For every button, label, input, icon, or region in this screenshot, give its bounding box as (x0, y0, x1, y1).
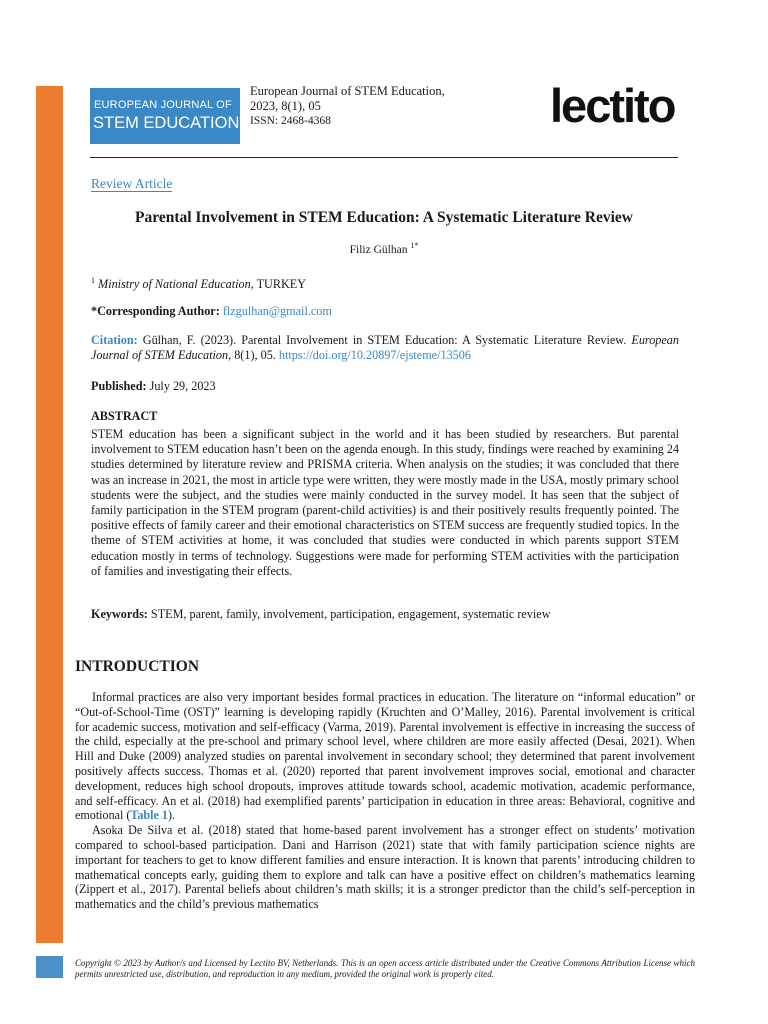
corresponding-label: *Corresponding Author: (91, 304, 220, 318)
publisher-logo: lectito (550, 79, 675, 132)
published-label: Published: (91, 379, 147, 393)
citation (91, 333, 679, 363)
corresponding-email-link[interactable]: flzgulhan@gmail.com (222, 304, 332, 318)
citation-doi-link[interactable]: https://doi.org/10.20897/ejsteme/13506 (278, 348, 471, 362)
citation-rest: , 8(1), 05. (228, 348, 276, 362)
article-type[interactable] (91, 176, 172, 192)
introduction-heading: INTRODUCTION (75, 658, 200, 675)
intro-paragraph-1-text: Informal practices are also very important besides formal practices in education. The literature on “informal education” or “Out-of-School-Time (OST)” learning is developing rapidly (Kruchten and O’Malley, 2016). Parental involvement is critical for academic success, motivation and self-efficacy (Varma, 2019). Parental involvement is effective in increasing the success of the child, especially at the pre-school and primary school level, where children are more easily affected (Desai, 2021). When Hill and Duke (2009) analyzed studies on parental involvement in secondary school; they determined that parent involvement positively affects success. Thomas et al. (2020) reported that parent involvement improves social, emotional and character development, reduces high school dropouts, improves attitude towards school, academic motivation, academic performance, and self-efficacy. An et al. (2018) had exemplified parents’ participation in education in three areas: Behavioral, cognitive and emotional ( (75, 690, 695, 823)
logo-line-2: STEM EDUCATION (93, 114, 240, 132)
published-date (91, 379, 679, 394)
header-divider (90, 157, 678, 158)
intro-paragraph-1 (75, 690, 695, 823)
citation-journal: European Journal of STEM Education (91, 333, 679, 362)
corresponding-author (91, 304, 679, 319)
intro-paragraph-1-end: ). (167, 808, 176, 823)
journal-name: European Journal of STEM Education, (250, 84, 445, 98)
journal-issn: ISSN: 2468-4368 (250, 115, 331, 127)
affiliation-superscript: 1 (91, 276, 95, 285)
affiliation (91, 273, 679, 292)
affiliation-country: , TURKEY (250, 277, 307, 292)
author-superscript: 1* (410, 241, 419, 250)
table-1-link[interactable]: Table 1 (130, 808, 168, 823)
citation-text: Gülhan, F. (2023). Parental Involvement in STEM Education: A Systematic Literature Review. (137, 333, 627, 347)
journal-volume: 2023, 8(1), 05 (250, 99, 321, 113)
abstract-heading: ABSTRACT (91, 409, 158, 423)
affiliation-institution: Ministry of National Education (98, 277, 251, 292)
journal-logo (90, 88, 240, 144)
author-name: Filiz Gülhan (349, 243, 408, 256)
article-title: Parental Involvement in STEM Education: A Systematic Literature Review (135, 209, 633, 226)
sidebar-accent-bar (36, 86, 63, 943)
published-value: July 29, 2023 (149, 379, 216, 393)
logo-line-1: EUROPEAN JOURNAL OF (94, 99, 232, 111)
article-type-label[interactable]: Review Article (91, 176, 173, 191)
author-line (90, 241, 678, 256)
citation-label: Citation: (91, 333, 138, 347)
copyright-notice: Copyright © 2023 by Author/s and Licensed by Lectito BV, Netherlands. This is an open access article distributed under the Creative Commons Attribution License which permits unrestricted use, distribution, and reproduction in any medium, provided the original work is properly cited. (75, 958, 695, 979)
journal-info (250, 84, 445, 129)
keywords (91, 607, 679, 622)
introduction-body (75, 690, 695, 912)
keywords-list: STEM, parent, family, involvement, participation, engagement, systematic review (150, 607, 551, 621)
intro-paragraph-2: Asoka De Silva et al. (2018) stated that home-based parent involvement has a stronger effect on students’ motivation compared to school-based participation. Dani and Harrison (2021) state that with family participation science nights are important for teachers to get to know different families and ensure interaction. It is known that parents’ introducing children to mathematical concepts early, guiding them to explore and talk can have a positive effect on children’s mathematics learning (Zippert et al., 2017). Parental beliefs about children’s math skills; it is a stronger predictor than the child’s self-perception in mathematics and the child’s previous mathematics (75, 823, 695, 912)
footer-accent-square (36, 956, 63, 978)
abstract-body: STEM education has been a significant subject in the world and it has been studied by researchers. But parental involvement to STEM education hasn’t been on the agenda enough. In this study, findings were reached by examining 24 studies determined by literature review and PRISMA criteria. When analysis on the studies; it was concluded that there was an increase in 2021, the most in article type were written, they were mostly made in the USA, mostly primary school students were the subject, and the studies were mainly conducted in the survey model. It has seen that the subject of family participation in the STEM program (parent-child activities) is and their positively results frequently pointed. The positive effects of family career and their emotional characteristics on STEM success are frequently studied topics. In the theme of STEM activities at home, it was concluded that studies were conducted in which parents support STEM education mostly in terms of technology. Suggestions were made for performing STEM activities with the participation of families and investigating their effects. (91, 427, 679, 578)
keywords-label: Keywords: (91, 607, 148, 621)
